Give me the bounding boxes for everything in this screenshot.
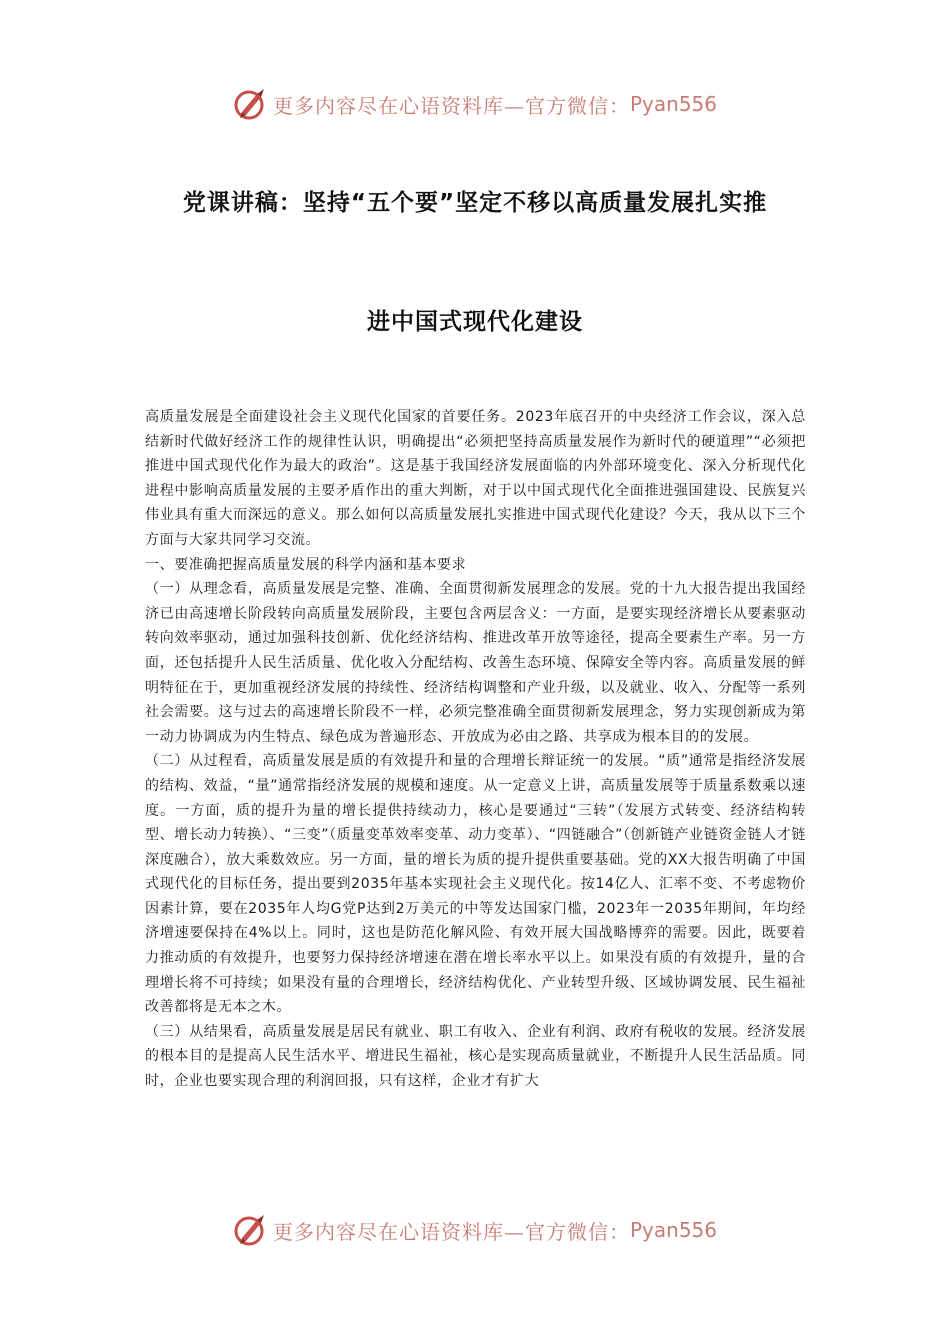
document-body <box>145 405 806 1094</box>
watermark-wechat-id: Pyan556 <box>629 1218 717 1242</box>
paragraph-point-3: （三）从结果看，高质量发展是居民有就业、职工有收入、企业有利润、政府有税收的发展。经济发展的根本目的是提高人民生活水平、增进民生福祉，核心是实现高质量就业，不断提升人民生活品质。同时，企业也要实现合理的利润回报，只有这样，企业才有扩大 <box>145 1023 806 1090</box>
pen-logo-icon <box>233 86 269 122</box>
watermark-text: 更多内容尽在心语资料库—官方微信： <box>272 1219 630 1244</box>
document-title-line-2: 进中国式现代化建设 <box>367 309 583 335</box>
watermark-text: 更多内容尽在心语资料库—官方微信： <box>272 93 630 118</box>
paragraph-point-2: （二）从过程看，高质量发展是质的有效提升和量的合理增长辩证统一的发展。“质”通常是指经济发展的结构、效益，“量”通常指经济发展的规模和速度。从一定意义上讲，高质量发展等于质量系数乘以速度。一方面，质的提升为量的增长提供持续动力，核心是要通过“三转”（发展方式转变、经济结构转型、增长动力转换）、“三变”（质量变革效率变革、动力变革）、“四链融合”（创新链产业链资金链人才链深度融合），放大乘数效应。另一方面，量的增长为质的提升提供重要基础。党的XX大报告明确了中国式现代化的目标任务，提出要到2035年基本实现社会主义现代化。按14亿人、汇率不变、不考虑物价因素计算，要在2035年人均G党P达到2万美元的中等发达国家门槛，2023年一2035年期间，年均经济增速要保持在4%以上。同时，这也是防范化解风险、有效开展大国战略博弈的需要。因此，既要着力推动质的有效提升，也要努力保持经济增速在潜在增长率水平以上。如果没有质的有效提升，量的合理增长将不可持续；如果没有量的合理增长，经济结构优化、产业转型升级、区域协调发展、民生福祉改善都将是无本之木。 <box>145 753 806 1016</box>
document-title-line-1: 党课讲稿：坚持“五个要”坚定不移以高质量发展扎实推 <box>182 190 768 216</box>
pen-logo-icon <box>233 1212 269 1248</box>
watermark-wechat-id: Pyan556 <box>629 92 717 116</box>
watermark-banner-bottom <box>0 1210 950 1250</box>
paragraph-intro: 高质量发展是全面建设社会主义现代化国家的首要任务。2023年底召开的中央经济工作会议，深入总结新时代做好经济工作的规律性认识，明确提出“必须把坚持高质量发展作为新时代的硬道理”“必须把推进中国式现代化作为最大的政治”。这是基于我国经济发展面临的内外部环境变化、深入分析现代化进程中影响高质量发展的主要矛盾作出的重大判断，对于以中国式现代化全面推进强国建设、民族复兴伟业具有重大而深远的意义。那么如何以高质量发展扎实推进中国式现代化建设？今天，我从以下三个方面与大家共同学习交流。 <box>145 409 806 548</box>
section-heading: 一、要准确把握高质量发展的科学内涵和基本要求 <box>145 556 467 573</box>
paragraph-point-1: （一）从理念看，高质量发展是完整、准确、全面贯彻新发展理念的发展。党的十九大报告提出我国经济已由高速增长阶段转向高质量发展阶段，主要包含两层含义：一方面，是要实现经济增长从要素驱动转向效率驱动，通过加强科技创新、优化经济结构、推进改革开放等途径，提高全要素生产率。另一方面，还包括提升人民生活质量、优化收入分配结构、改善生态环境、保障安全等内容。高质量发展的鲜明特征在于，更加重视经济发展的持续性、经济结构调整和产业升级，以及就业、收入、分配等一系列社会需要。这与过去的高速增长阶段不一样，必须完整准确全面贯彻新发展理念，努力实现创新成为第一动力协调成为内生特点、绿色成为普遍形态、开放成为必由之路、共享成为根本目的的发展。 <box>145 581 806 745</box>
watermark-banner-top <box>0 84 950 124</box>
